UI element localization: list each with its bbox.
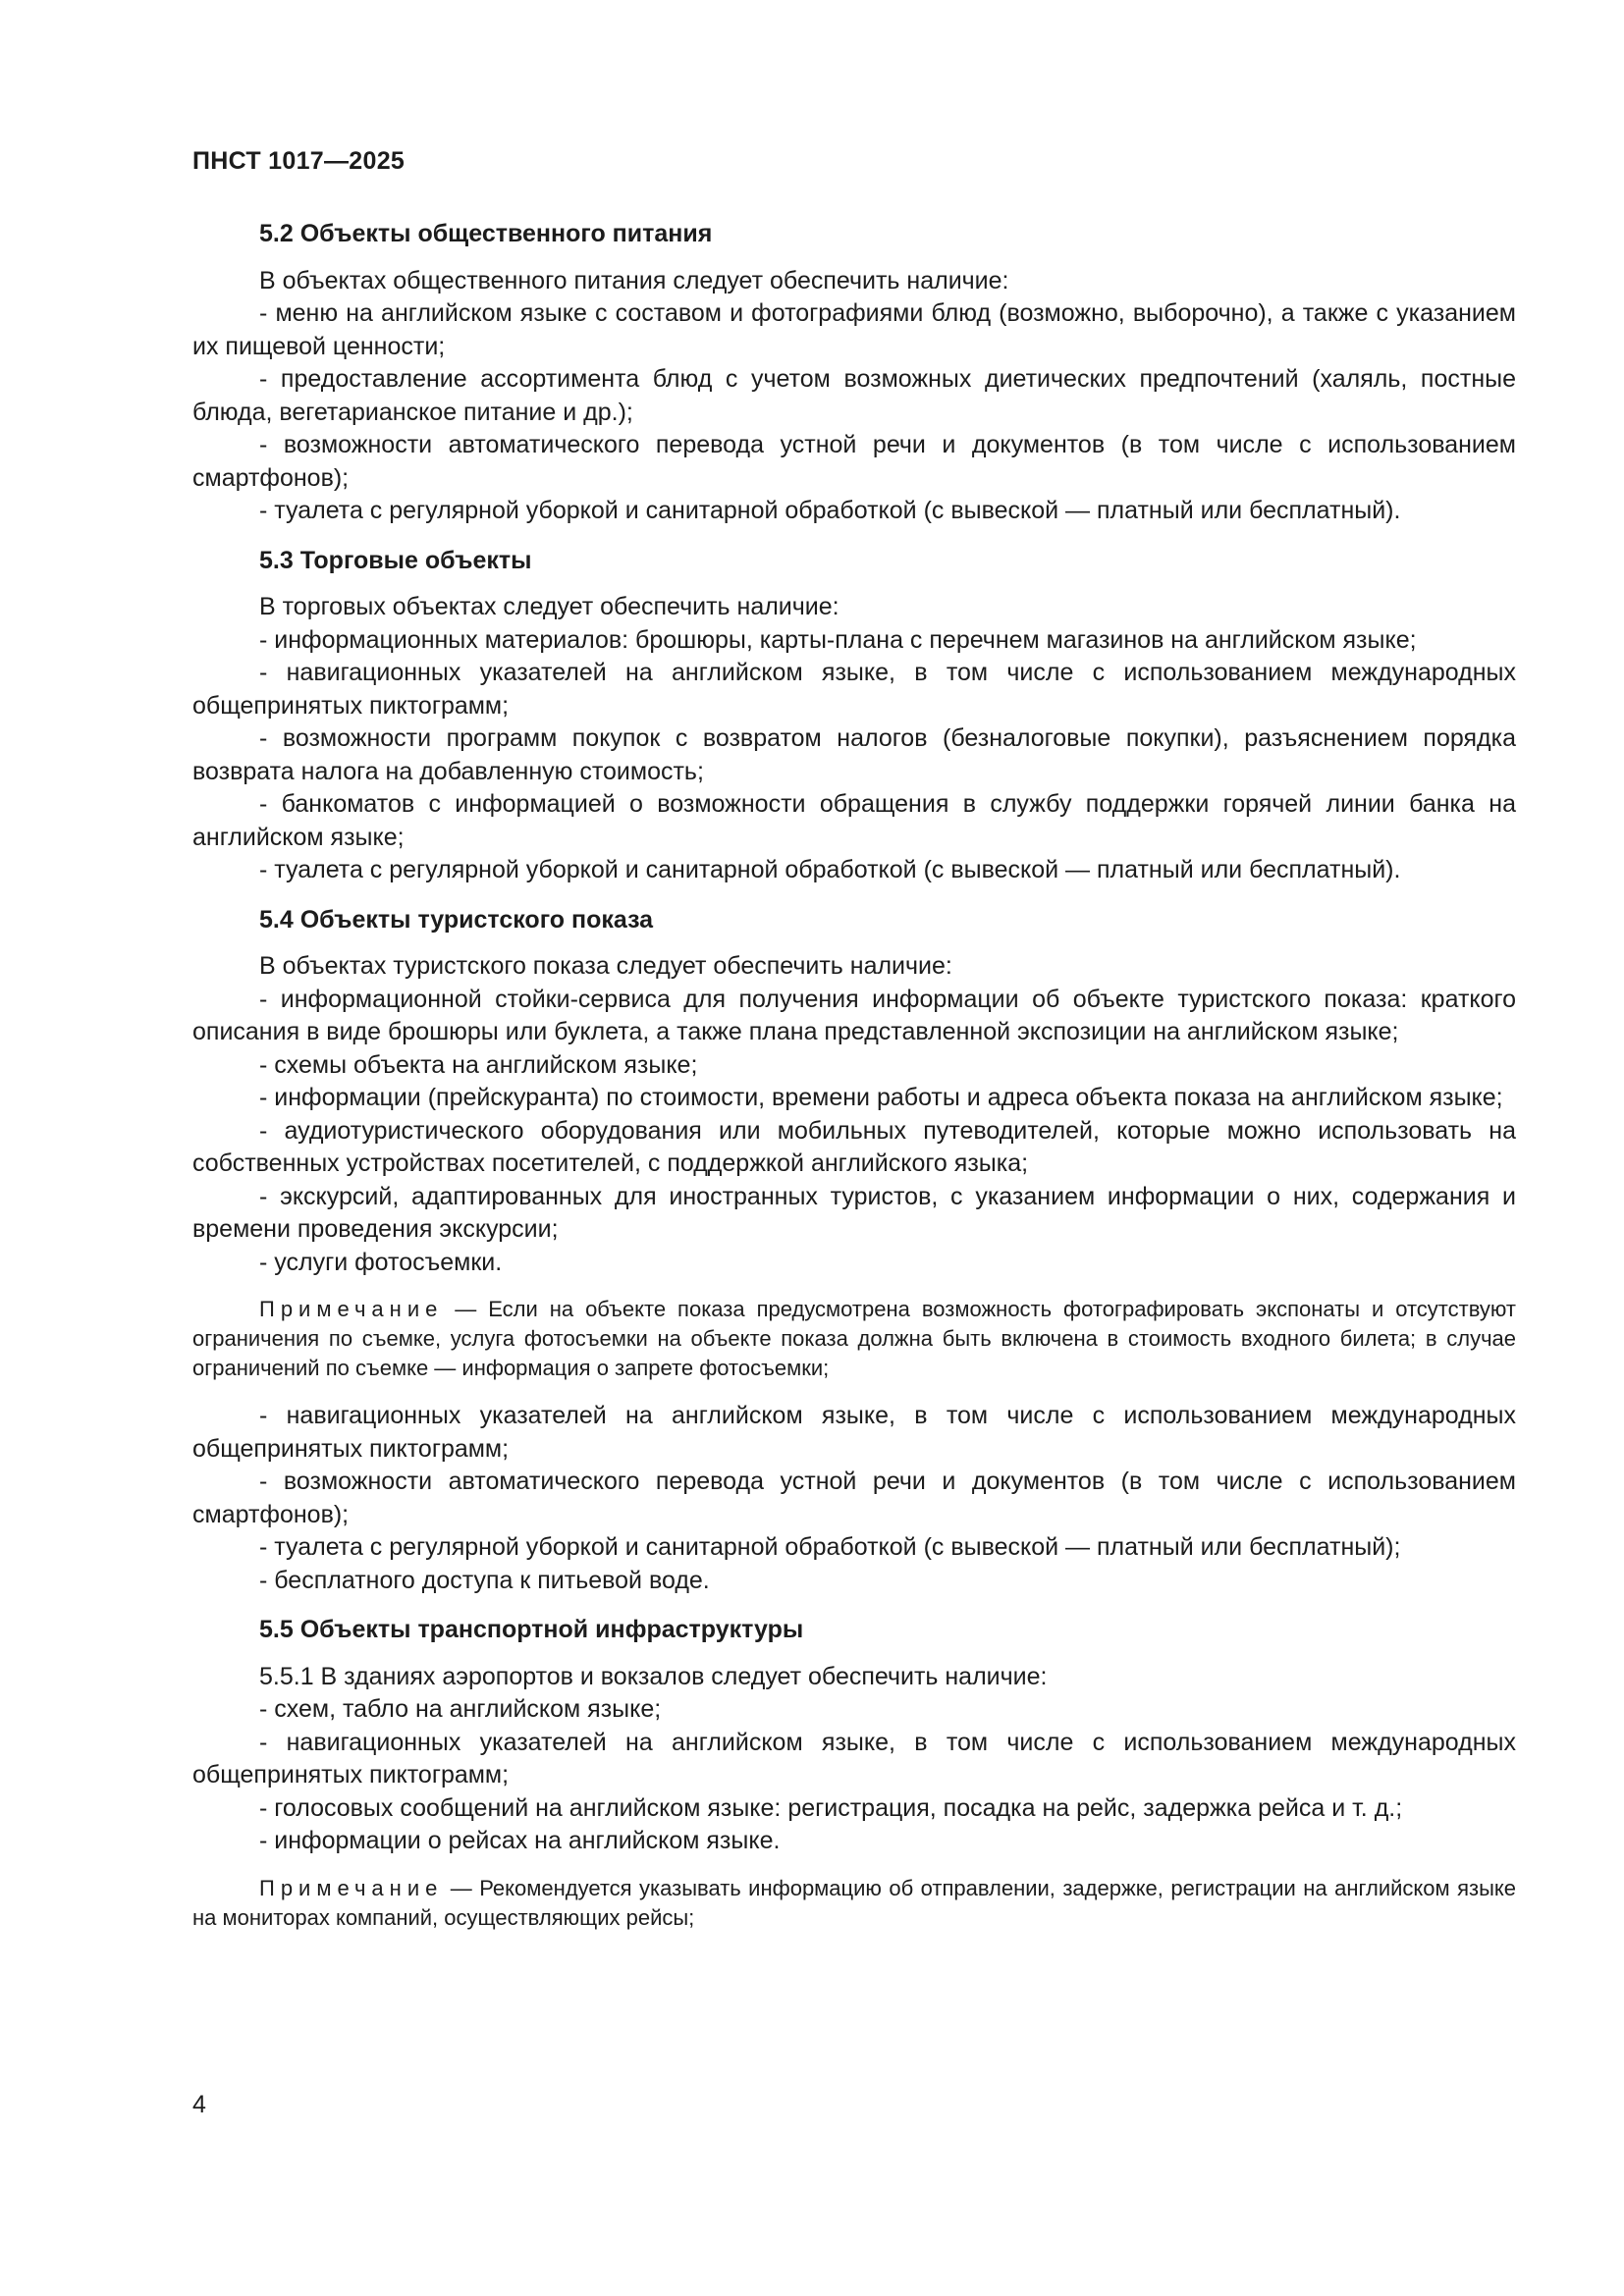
list-item: - услуги фотосъемки. xyxy=(259,1248,503,1276)
list-item: - информации о рейсах на английском языке. xyxy=(259,1827,781,1854)
document-header: ПНСТ 1017—2025 xyxy=(192,147,406,175)
section-5-2-title: 5.2 Объекты общественного питания xyxy=(259,220,713,247)
note-label: Примечание xyxy=(259,1875,444,1900)
list-item: - туалета с регулярной уборкой и санитарной обработкой (с вывеской — платный или бесплатный). xyxy=(259,497,1401,524)
list-item: - схемы объекта на английском языке; xyxy=(259,1050,698,1079)
note-label: Примечание xyxy=(259,1297,444,1321)
list-item: - возможности автоматического перевода устной речи и документов (в том числе с использованием смартфонов); xyxy=(192,1468,1516,1528)
section-5-5-1-intro: 5.5.1 В зданиях аэропортов и вокзалов следует обеспечить наличие: xyxy=(259,1662,1048,1690)
list-item: - туалета с регулярной уборкой и санитарной обработкой (с вывеской — платный или бесплатный); xyxy=(259,1533,1401,1561)
list-item: - меню на английском языке с составом и фотографиями блюд (возможно, выборочно), а также с указанием их пищевой ценности; xyxy=(192,299,1516,360)
list-item: - экскурсий, адаптированных для иностранных туристов, с указанием информации о них, содержания и времени проведения экскурсии; xyxy=(192,1182,1516,1243)
list-item: - возможности программ покупок с возвратом налогов (безналоговые покупки), разъяснением порядка возврата налога на добавленную стоимость; xyxy=(192,724,1516,785)
list-item: - предоставление ассортимента блюд с учетом возможных диетических предпочтений (халяль, постные блюда, вегетарианское питание и др.); xyxy=(192,365,1516,426)
document-body xyxy=(192,218,1516,1949)
section-5-5-note xyxy=(192,1874,1516,1933)
section-5-3-intro: В торговых объектах следует обеспечить наличие: xyxy=(259,593,839,620)
section-5-5-title: 5.5 Объекты транспортной инфраструктуры xyxy=(259,1616,804,1643)
list-item: - информационных материалов: брошюры, карты-плана с перечнем магазинов на английском языке; xyxy=(259,625,1417,654)
list-item: - навигационных указателей на английском языке, в том числе с использованием международных общепринятых пиктограмм; xyxy=(192,1402,1516,1463)
section-5-2-intro: В объектах общественного питания следует обеспечить наличие: xyxy=(259,266,1009,294)
list-item: - банкоматов с информацией о возможности обращения в службу поддержки горячей линии банка на английском языке; xyxy=(192,790,1516,851)
list-item: - схем, табло на английском языке; xyxy=(259,1695,662,1723)
section-5-4-intro: В объектах туристского показа следует обеспечить наличие: xyxy=(259,952,952,980)
section-5-4-title: 5.4 Объекты туристского показа xyxy=(259,905,654,934)
list-item: - навигационных указателей на английском языке, в том числе с использованием международных общепринятых пиктограмм; xyxy=(192,659,1516,720)
section-5-4-note xyxy=(192,1295,1516,1383)
list-item: - аудиотуристического оборудования или мобильных путеводителей, которые можно использовать на собственных устройствах посетителей, с поддержкой английского языка; xyxy=(192,1116,1516,1177)
section-5-3-title: 5.3 Торговые объекты xyxy=(259,546,532,574)
list-item: - информации (прейскуранта) по стоимости, времени работы и адреса объекта показа на английском языке; xyxy=(259,1084,1503,1111)
page-number: 4 xyxy=(192,2091,206,2118)
list-item: - возможности автоматического перевода устной речи и документов (в том числе с использованием смартфонов); xyxy=(192,431,1516,492)
list-item: - бесплатного доступа к питьевой воде. xyxy=(259,1566,710,1594)
list-item: - туалета с регулярной уборкой и санитарной обработкой (с вывеской — платный или бесплатный). xyxy=(259,856,1401,883)
note-text: — Если на объекте показа предусмотрена возможность фотографировать экспонаты и отсутствуют ограничения по съемке, услуга фотосъемки на объекте показа должна быть включена в стоимость входного билета; в случае ограничений по съемке — информация о запрете фотосъемки; xyxy=(192,1297,1516,1380)
list-item: - голосовых сообщений на английском языке: регистрация, посадка на рейс, задержка рейса и т. д.; xyxy=(259,1793,1403,1822)
note-text: — Рекомендуется указывать информацию об отправлении, задержке, регистрации на английском языке на мониторах компаний, осуществляющих рейсы; xyxy=(192,1875,1516,1930)
list-item: - навигационных указателей на английском языке, в том числе с использованием международных общепринятых пиктограмм; xyxy=(192,1728,1516,1789)
list-item: - информационной стойки-сервиса для получения информации об объекте туристского показа: краткого описания в виде брошюры или буклета, а также плана представленной экспозиции на английском языке; xyxy=(192,985,1516,1045)
